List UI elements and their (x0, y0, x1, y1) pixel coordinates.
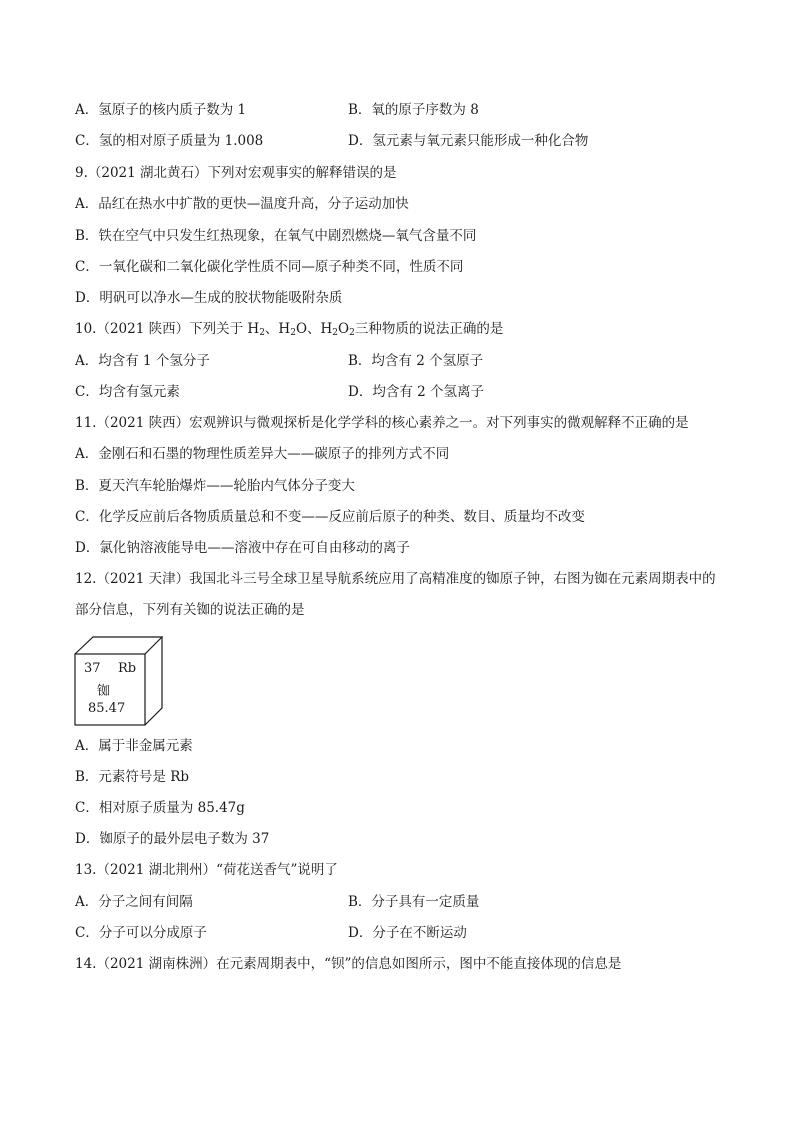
q12-option-a: A．属于非金属元素 (75, 738, 193, 754)
q10-sub-2: 2 (290, 328, 296, 338)
q11-option-b: B．夏天汽车轮胎爆炸——轮胎内气体分子变大 (75, 478, 355, 494)
q9-option-c: C．一氧化碳和二氧化碳化学性质不同—原子种类不同，性质不同 (75, 259, 464, 275)
q12-option-b: B．元素符号是 Rb (75, 769, 190, 785)
q12-option-c: C．相对原子质量为 85.47g (75, 800, 245, 816)
q9-stem: 9.（2021 湖北黄石）下列对宏观事实的解释错误的是 (75, 165, 397, 181)
q10-sub-3: 2 (332, 328, 339, 338)
q10-option-b: B．均含有 2 个氢原子 (348, 353, 484, 369)
element-name: 铷 (97, 684, 111, 699)
q9-option-b: B．铁在空气中只发生红热现象，在氧气中剧烈燃烧—氧气含量不同 (75, 228, 477, 244)
q14-stem: 14.（2021 湖南株洲）在元素周期表中，“钡”的信息如图所示，图中不能直接体现的信息是 (75, 956, 622, 972)
q12-stem-line-1: 12.（2021 天津）我国北斗三号全球卫星导航系统应用了高精准度的铷原子钟，右图为铷在元素周期表中的 (75, 571, 716, 587)
q10-stem-mid-1: 、H (264, 321, 291, 337)
q10-option-a: A．均含有 1 个氢分子 (75, 353, 210, 369)
q9-option-a: A．品红在热水中扩散的更快—温度升高，分子运动加快 (75, 196, 409, 212)
q11-option-d: D．氯化钠溶液能导电——溶液中存在可自由移动的离子 (75, 540, 410, 556)
q8-option-a: A．氢原子的核内质子数为 1 (75, 102, 247, 118)
q8-option-c: C．氢的相对原子质量为 1.008 (75, 133, 264, 149)
q10-stem-mid-2: O、H (295, 321, 333, 337)
q13-option-c: C．分子可以分成原子 (75, 925, 207, 941)
element-atomic-number: 37 (84, 661, 101, 676)
q10-sub-1: 2 (259, 328, 265, 338)
q8-option-b: B．氧的原子序数为 8 (348, 102, 479, 118)
q10-stem (75, 320, 503, 338)
q13-option-b: B．分子具有一定质量 (348, 894, 480, 910)
q10-stem-mid-3: O (338, 321, 350, 337)
q8-option-d: D．氢元素与氧元素只能形成一种化合物 (348, 133, 589, 149)
q13-stem: 13.（2021 湖北荆州）“荷花送香气”说明了 (75, 862, 338, 878)
q12-stem-line-2: 部分信息，下列有关铷的说法正确的是 (75, 602, 305, 618)
q10-stem-post: 三种物质的说法正确的是 (354, 321, 504, 337)
q10-option-c: C．均含有氢元素 (75, 384, 180, 400)
q13-option-a: A．分子之间有间隔 (75, 894, 193, 910)
q10-stem-pre: 10.（2021 陕西）下列关于 H (75, 321, 260, 337)
element-symbol: Rb (118, 661, 137, 676)
q12-option-d: D．铷原子的最外层电子数为 37 (75, 831, 270, 847)
q11-stem: 11.（2021 陕西）宏观辨识与微观探析是化学学科的核心素养之一。对下列事实的微观解释不正确的是 (75, 415, 689, 431)
element-atomic-mass: 85.47 (88, 701, 126, 716)
q11-option-c: C．化学反应前后各物质质量总和不变——反应前后原子的种类、数目、质量均不改变 (75, 509, 585, 525)
q13-option-d: D．分子在不断运动 (348, 925, 467, 941)
q10-sub-4: 2 (349, 328, 355, 338)
q9-option-d: D．明矾可以净水—生成的胶状物能吸附杂质 (75, 290, 343, 306)
q10-option-d: D．均含有 2 个氢离子 (348, 384, 484, 400)
q11-option-a: A．金刚石和石墨的物理性质差异大——碳原子的排列方式不同 (75, 446, 450, 462)
